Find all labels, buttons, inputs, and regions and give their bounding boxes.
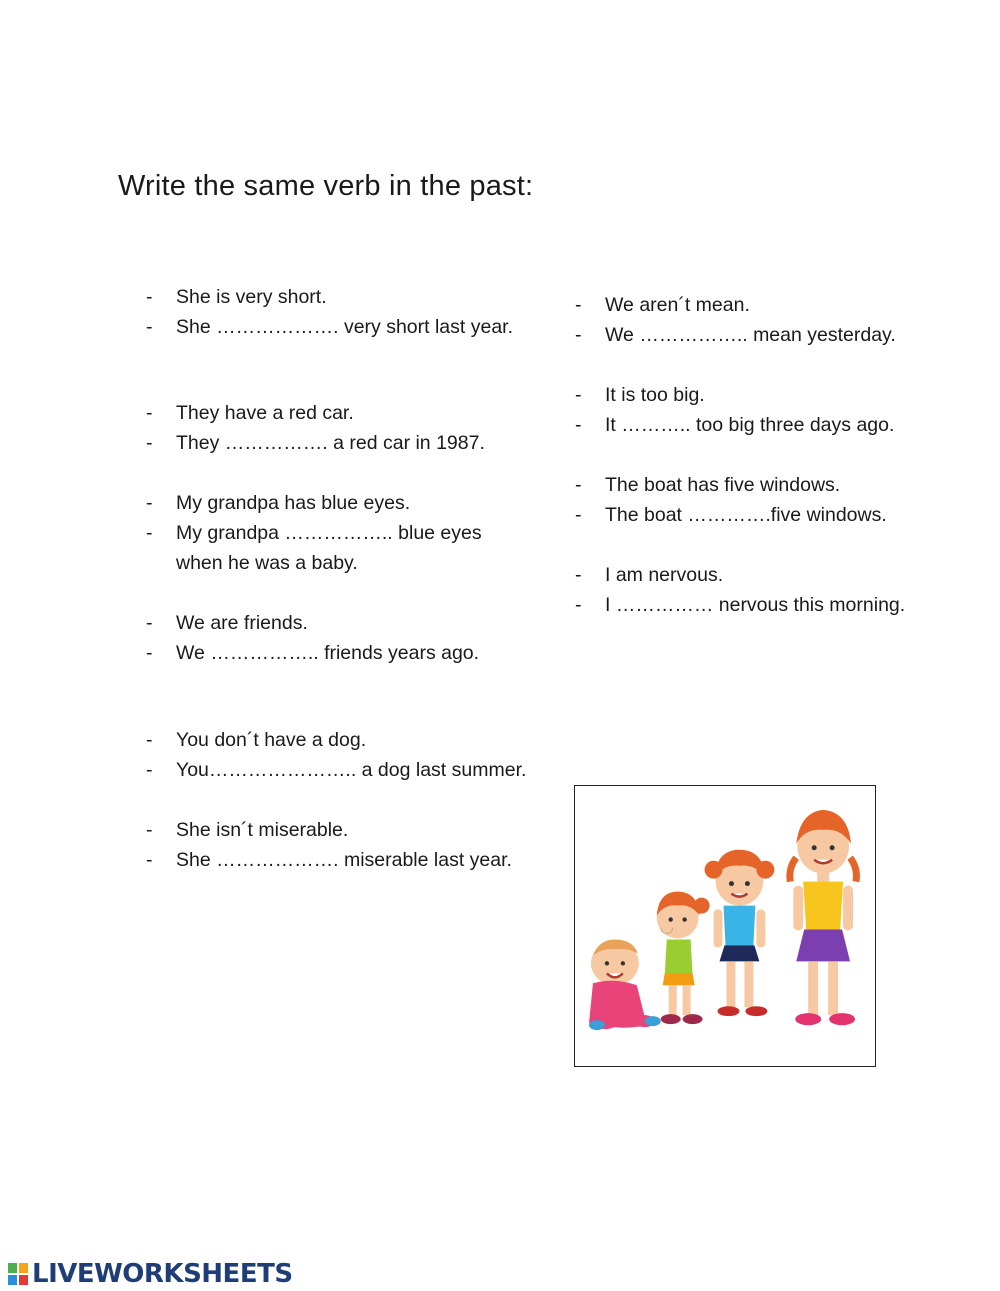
tall-girl-figure <box>790 810 857 1025</box>
bullet-dash: - <box>575 504 582 526</box>
sentence-present: My grandpa has blue eyes. <box>176 492 411 514</box>
sentence-present: You don´t have a dog. <box>176 729 367 751</box>
sentence-past-blank[interactable]: My grandpa …………….. blue eyes <box>176 522 482 544</box>
exercise-item <box>575 290 975 350</box>
bullet-dash: - <box>146 522 153 544</box>
sentence-present: She isn´t miserable. <box>176 819 349 841</box>
bullet-dash: - <box>575 594 582 616</box>
kids-drawing <box>575 786 874 1065</box>
sentence-past-blank[interactable]: She ………………. miserable last year. <box>176 849 512 871</box>
bullet-dash: - <box>146 316 153 338</box>
bullet-dash: - <box>575 474 582 496</box>
liveworksheets-logo-icon <box>8 1263 28 1285</box>
bullet-dash: - <box>575 414 582 436</box>
exercise-item <box>146 488 546 578</box>
bullet-dash: - <box>146 759 153 781</box>
exercise-item <box>146 608 546 668</box>
exercise-item <box>146 725 546 785</box>
bullet-dash: - <box>146 612 153 634</box>
exercise-item <box>146 282 546 342</box>
worksheet-title: Write the same verb in the past: <box>118 170 534 202</box>
sentence-past-blank[interactable]: I …………… nervous this morning. <box>605 594 906 616</box>
exercise-item <box>146 815 546 875</box>
bullet-dash: - <box>146 642 153 664</box>
bullet-dash: - <box>146 819 153 841</box>
sentence-continuation: when he was a baby. <box>176 552 358 574</box>
sentence-present: They have a red car. <box>176 402 354 424</box>
brand-wordmark: LIVEWORKSHEETS <box>32 1259 293 1289</box>
footer-brand <box>8 1259 293 1289</box>
sentence-past-blank[interactable]: We …………….. mean yesterday. <box>605 324 896 346</box>
sentence-present: I am nervous. <box>605 564 724 586</box>
bullet-dash: - <box>575 324 582 346</box>
toddler-figure <box>657 892 710 1025</box>
bullet-dash: - <box>146 849 153 871</box>
sentence-past-blank[interactable]: We …………….. friends years ago. <box>176 642 480 664</box>
middle-girl-figure <box>705 850 775 1016</box>
sentence-present: She is very short. <box>176 286 327 308</box>
sentence-present: We aren´t mean. <box>605 294 750 316</box>
sentence-past-blank[interactable]: It ……….. too big three days ago. <box>605 414 895 436</box>
bullet-dash: - <box>146 286 153 308</box>
bullet-dash: - <box>575 294 582 316</box>
right-exercise-column <box>575 290 975 620</box>
exercise-item <box>575 560 975 620</box>
baby-figure <box>589 939 661 1030</box>
bullet-dash: - <box>146 432 153 454</box>
exercise-item <box>575 380 975 440</box>
sentence-present: We are friends. <box>176 612 308 634</box>
sentence-past-blank[interactable]: You………………….. a dog last summer. <box>176 759 527 781</box>
bullet-dash: - <box>146 492 153 514</box>
bullet-dash: - <box>146 729 153 751</box>
exercise-item <box>575 470 975 530</box>
sentence-past-blank[interactable]: She ………………. very short last year. <box>176 316 514 338</box>
bullet-dash: - <box>575 564 582 586</box>
sentence-past-blank[interactable]: They ……………. a red car in 1987. <box>176 432 485 454</box>
bullet-dash: - <box>575 384 582 406</box>
bullet-dash: - <box>146 402 153 424</box>
growing-kids-illustration <box>574 785 876 1067</box>
sentence-past-blank[interactable]: The boat ………….five windows. <box>605 504 887 526</box>
sentence-present: It is too big. <box>605 384 705 406</box>
left-exercise-column <box>146 282 546 875</box>
sentence-present: The boat has five windows. <box>605 474 841 496</box>
exercise-item <box>146 398 546 458</box>
